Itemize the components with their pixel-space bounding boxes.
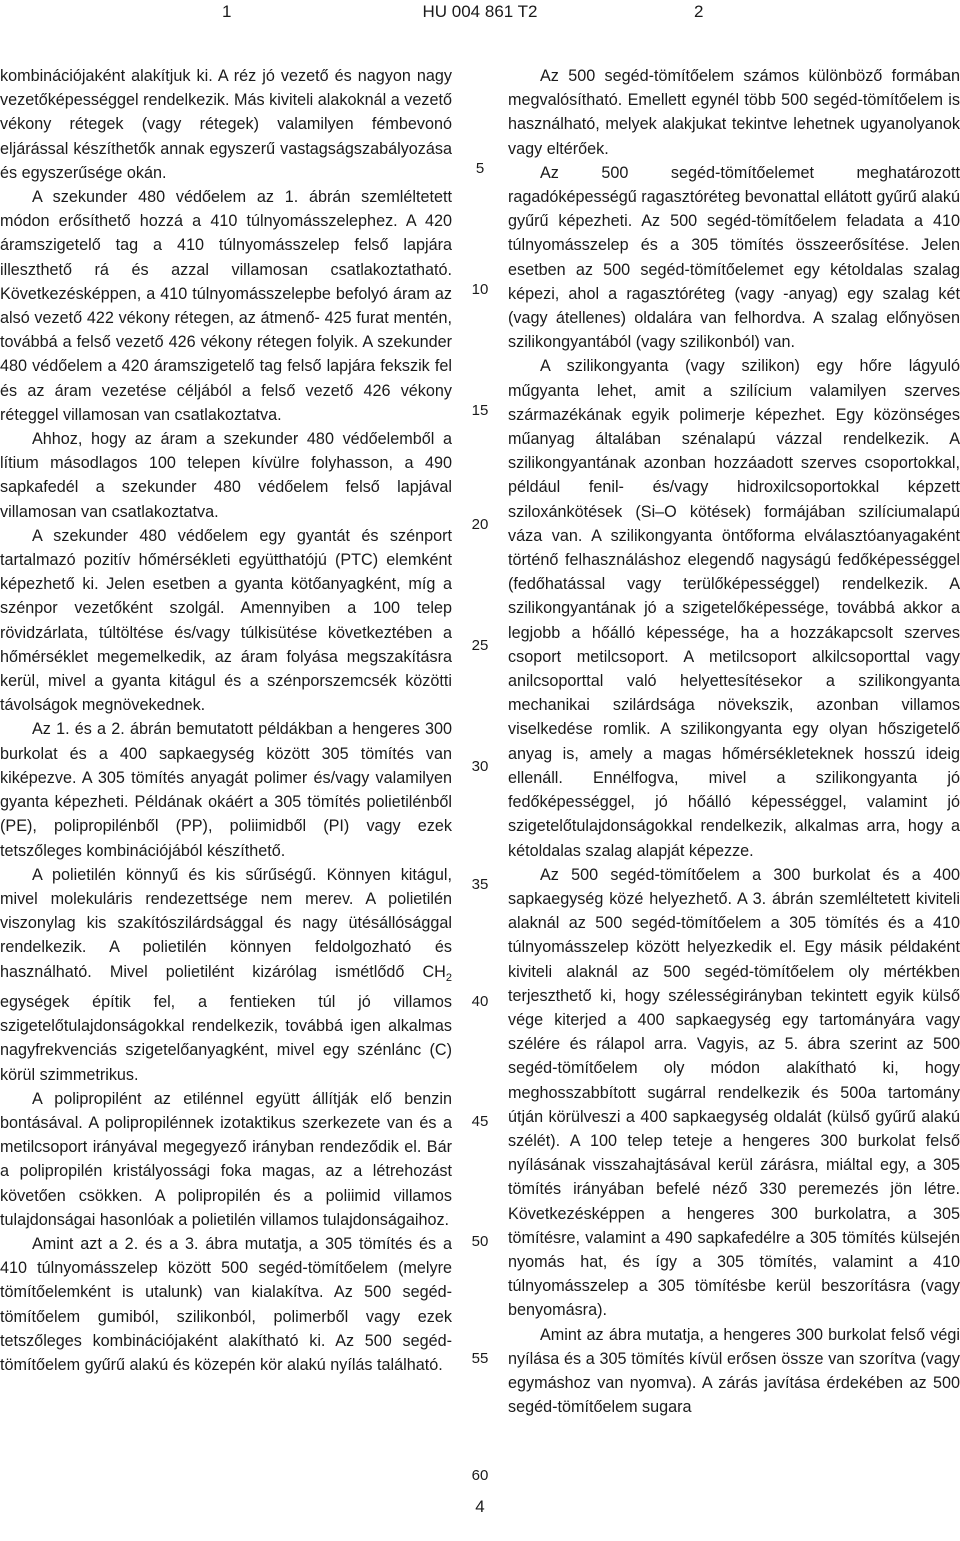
line-number: 40 xyxy=(471,993,489,1010)
paragraph: A szilikongyanta (vagy szilikon) egy hőre lágyuló műgyanta lehet, amit a szilícium valamilyen szerves származékának egyik polimerje képezhet. Egy közönséges műanyag általában szénalapú vázzal rendelkezik. A szilikongyantának azonban hozzáadott szerves csoportokkal, például fenil- és/vagy hidroxilcsoportokkal képzett sziloxánkötések (Si–O kötések) formájában szilíciumalapú váza van. A szilikongyanta öntőforma elválasztóanyagaként történő felhasználáshoz elegendő nagyságú fedőképességgel (fedőhatással vagy terülőképességgel) rendelkezik. A szilikongyantának jó a szigetelőképessége, továbbá akkor a legjobb a hőálló képessége, ha a hozzákapcsolt szerves csoport metilcsoport. A metilcsoport alkilcsoporttal vagy anilcsoporttal való helyettesítésekor a szilikongyanta mechanikai szilárdsága növekszik, azonban villamos viselkedése romlik. A szilikongyanta egy olyan hőszigetelő anyag is, amely a magas hőmérsékleteknek hosszú ideig ellenáll. Ennélfogva, mivel a szilikongyanta jó fedőképességgel, jó hőálló képességgel, valamint jó szigetelőtulajdonságokkal rendelkezik, alkalmas arra, hogy a kétoldalas szalag alapját képezze. xyxy=(508,357,960,860)
line-number: 20 xyxy=(471,516,489,533)
line-number: 5 xyxy=(475,160,485,177)
paragraph: A polipropilént az etilénnel együtt állítják elő benzin bontásával. A polipropilénnek izotaktikus szerkezete van és a metilcsoport irányával megegyező irányban rendeződik el. Bár a polipropilén kristályossági foka magas, az a létrehozást követően csökken. A polipropilén és a poliimid villamos tulajdonságai hasonlóak a polietilén villamos tulajdonságaihoz. xyxy=(0,1089,452,1229)
paragraph: Amint azt a 2. és a 3. ábra mutatja, a 305 tömítés és a 410 túlnyomásszelep között 500 segéd-tömítőelem (melyre tömítőelemként is utalunk) van kialakítva. Az 500 segéd-tömítőelem gumiból, szilikonból, polimerből vagy ezek tetszőleges kombinációjaként alakítható ki. Az 500 segéd-tömítőelem gyűrű alakú és közepén kör alakú nyílás található. xyxy=(0,1234,452,1374)
line-number: 60 xyxy=(471,1467,489,1484)
patent-id: HU 004 861 T2 xyxy=(422,2,538,21)
left-page-number: 1 xyxy=(222,2,232,21)
line-number: 30 xyxy=(471,758,489,775)
footer-page-number: 4 xyxy=(475,1497,485,1516)
paragraph: Az 500 segéd-tömítőelem számos különböző formában megvalósítható. Emellett egynél több 500 segéd-tömítőelem is használható, melyek alakjukat tekintve lehetnek ugyanolyanok vagy eltérőek. xyxy=(508,67,960,158)
left-column xyxy=(0,64,452,1377)
right-column xyxy=(508,64,960,1419)
paragraph: Az 500 segéd-tömítőelem a 300 burkolat és a 400 sapkaegység közé helyezhető. A 3. ábrán szemléltetett kiviteli alaknál az 500 segéd-tömítőelem a 305 tömítés és a 410 túlnyomásszelep között helyezkedik el. Egy másik példaként kiviteli alaknál az 500 segéd-tömítőelem oly mértékben terjeszthető ki, hogy szélességirányban tekintett egyik külső vége kiterjed a 400 sapkaegység egy tartományára vagy szélére és rálapol arra. Vagyis, az 5. ábra szerint az 500 segéd-tömítőelem oly módon alakítható ki, hogy meghosszabbított sugárral rendelkezik és 500a tartomány útján körülveszi a 400 sapkaegység oldalát (külső gyűrű alakú szélét). A 100 telep teteje a hengeres 300 burkolat felső nyílásának visszahajtásával kerül zárásra, miáltal egy, a 305 tömítés irányában befelé néző 330 peremezés jön létre. Következésképpen a hengeres 300 burkolatra, a 305 tömítésre, valamint a 490 sapkafedélre a 305 tömítés külsején nyomás hat, és így a 305 tömítés, valamint a 410 túlnyomásszelep a 305 tömítésbe kerül beszorításra (vagy benyomásra). xyxy=(508,865,960,1320)
line-number: 45 xyxy=(471,1113,489,1130)
line-number: 35 xyxy=(471,876,489,893)
paragraph: A szekunder 480 védőelem egy gyantát és szénport tartalmazó pozitív hőmérsékleti együtthatójú (PTC) elemként képezhető ki. Jelen esetben a gyanta kötőanyagként, míg a szénpor vezetőként szolgál. Amennyiben a 100 telep rövidzárlata, túltöltése és/vagy túlkisütése következtében a hőmérséklet megemelkedik, az áram folyása megszakításra kerül, mivel a gyanta kitágul és a szénporszemcsék közötti távolságok megnövekednek. xyxy=(0,526,452,715)
right-page-number: 2 xyxy=(694,2,704,21)
subscript: 2 xyxy=(445,971,452,984)
text-run: A polietilén könnyű és kis sűrűségű. Könnyen kitágul, mivel molekuláris rendezettsége nem merev. A polietilén viszonylag kis szakítószilárdsággal és nagy ütésállósággal rendelkezik. A polietilén könnyen feldolgozható és használható. Mivel polietilént kizárólag ismétlődő CH xyxy=(0,865,452,981)
paragraph: A szekunder 480 védőelem az 1. ábrán szemléltetett módon erősíthető hozzá a 410 túlnyomásszelephez. A 420 áramszigetelő tag a 410 túlnyomásszelep felső lapjára illeszthető rá és azzal villamosan csatlakoztatható. Következésképpen, a 410 túlnyomásszelepbe befolyó áram az alsó vezető 422 vékony rétegen, az átmenő- 425 furat mentén, továbbá a felső vezető 426 vékony rétegen folyik. A szekunder 480 védőelem a 420 áramszigetelő tag felső lapjára fekszik fel és az áram vezetése céljából a felső vezető 426 vékony réteggel villamosan van csatlakoztatva. xyxy=(0,188,452,424)
paragraph: Amint az ábra mutatja, a hengeres 300 burkolat felső végi nyílása és a 305 tömítés kívül erősen össze van szorítva (vagy egymáshoz van nyomva). A zárás javítása érdekében az 500 segéd-tömítőelem sugara xyxy=(508,1325,960,1417)
paragraph: Az 500 segéd-tömítőelemet meghatározott ragadóképességű ragasztóréteg bevonattal ellátott gyűrű alakú gyűrű képezheti. Az 500 segéd-tömítőelem feladata a 410 túlnyomásszelep és a 305 tömítés összeerősítése. Jelen esetben az 500 segéd-tömítőelemet egy kétoldalas szalag képezi, ahol a ragasztóréteg (vagy -anyag) egy szalag két (vagy átellenes) oldalára van felhordva. A szalag előnyösen szilikongyantából (vagy szilikonból) van. xyxy=(508,163,960,352)
line-number: 10 xyxy=(471,281,489,298)
line-number: 50 xyxy=(471,1233,489,1250)
paragraph: kombinációjaként alakítjuk ki. A réz jó vezető és nagyon nagy vezetőképességgel rendelkezik. Más kiviteli alakoknál a vezető vékony rétegek (vagy rétegek) valamilyen fémbevonó eljárással készíthetők annak egyszerű vastagságszabályozása és egyszerűsége okán. xyxy=(0,67,452,182)
paragraph xyxy=(0,863,452,1087)
line-number: 15 xyxy=(471,402,489,419)
paragraph: Ahhoz, hogy az áram a szekunder 480 védőelemből a lítium másodlagos 100 telepen kívülre folyhasson, a 490 sapkafedél a szekunder 480 védőelem felső lapjával villamosan van csatlakoztatva. xyxy=(0,430,452,521)
line-number: 55 xyxy=(471,1350,489,1367)
line-number: 25 xyxy=(471,637,489,654)
text-run: egységek építik fel, a fentieken túl jó villamos szigetelőtulajdonságokkal rendelkezik, továbbá igen alkalmas nagyfrekvenciás szigetelőanyagként, mivel egy szénlánc (C) körül szimmetrikus. xyxy=(0,992,452,1084)
paragraph: Az 1. és a 2. ábrán bemutatott példákban a hengeres 300 burkolat és a 400 sapkaegység között 305 tömítés van kiképezve. A 305 tömítés anyagát polimer és/vagy valamilyen gyanta képezheti. Példának okáért a 305 tömítés polietilénből (PE), polipropilénből (PP), poliimidből (PI) vagy ezek tetszőleges kombinációjából készíthető. xyxy=(0,720,452,860)
